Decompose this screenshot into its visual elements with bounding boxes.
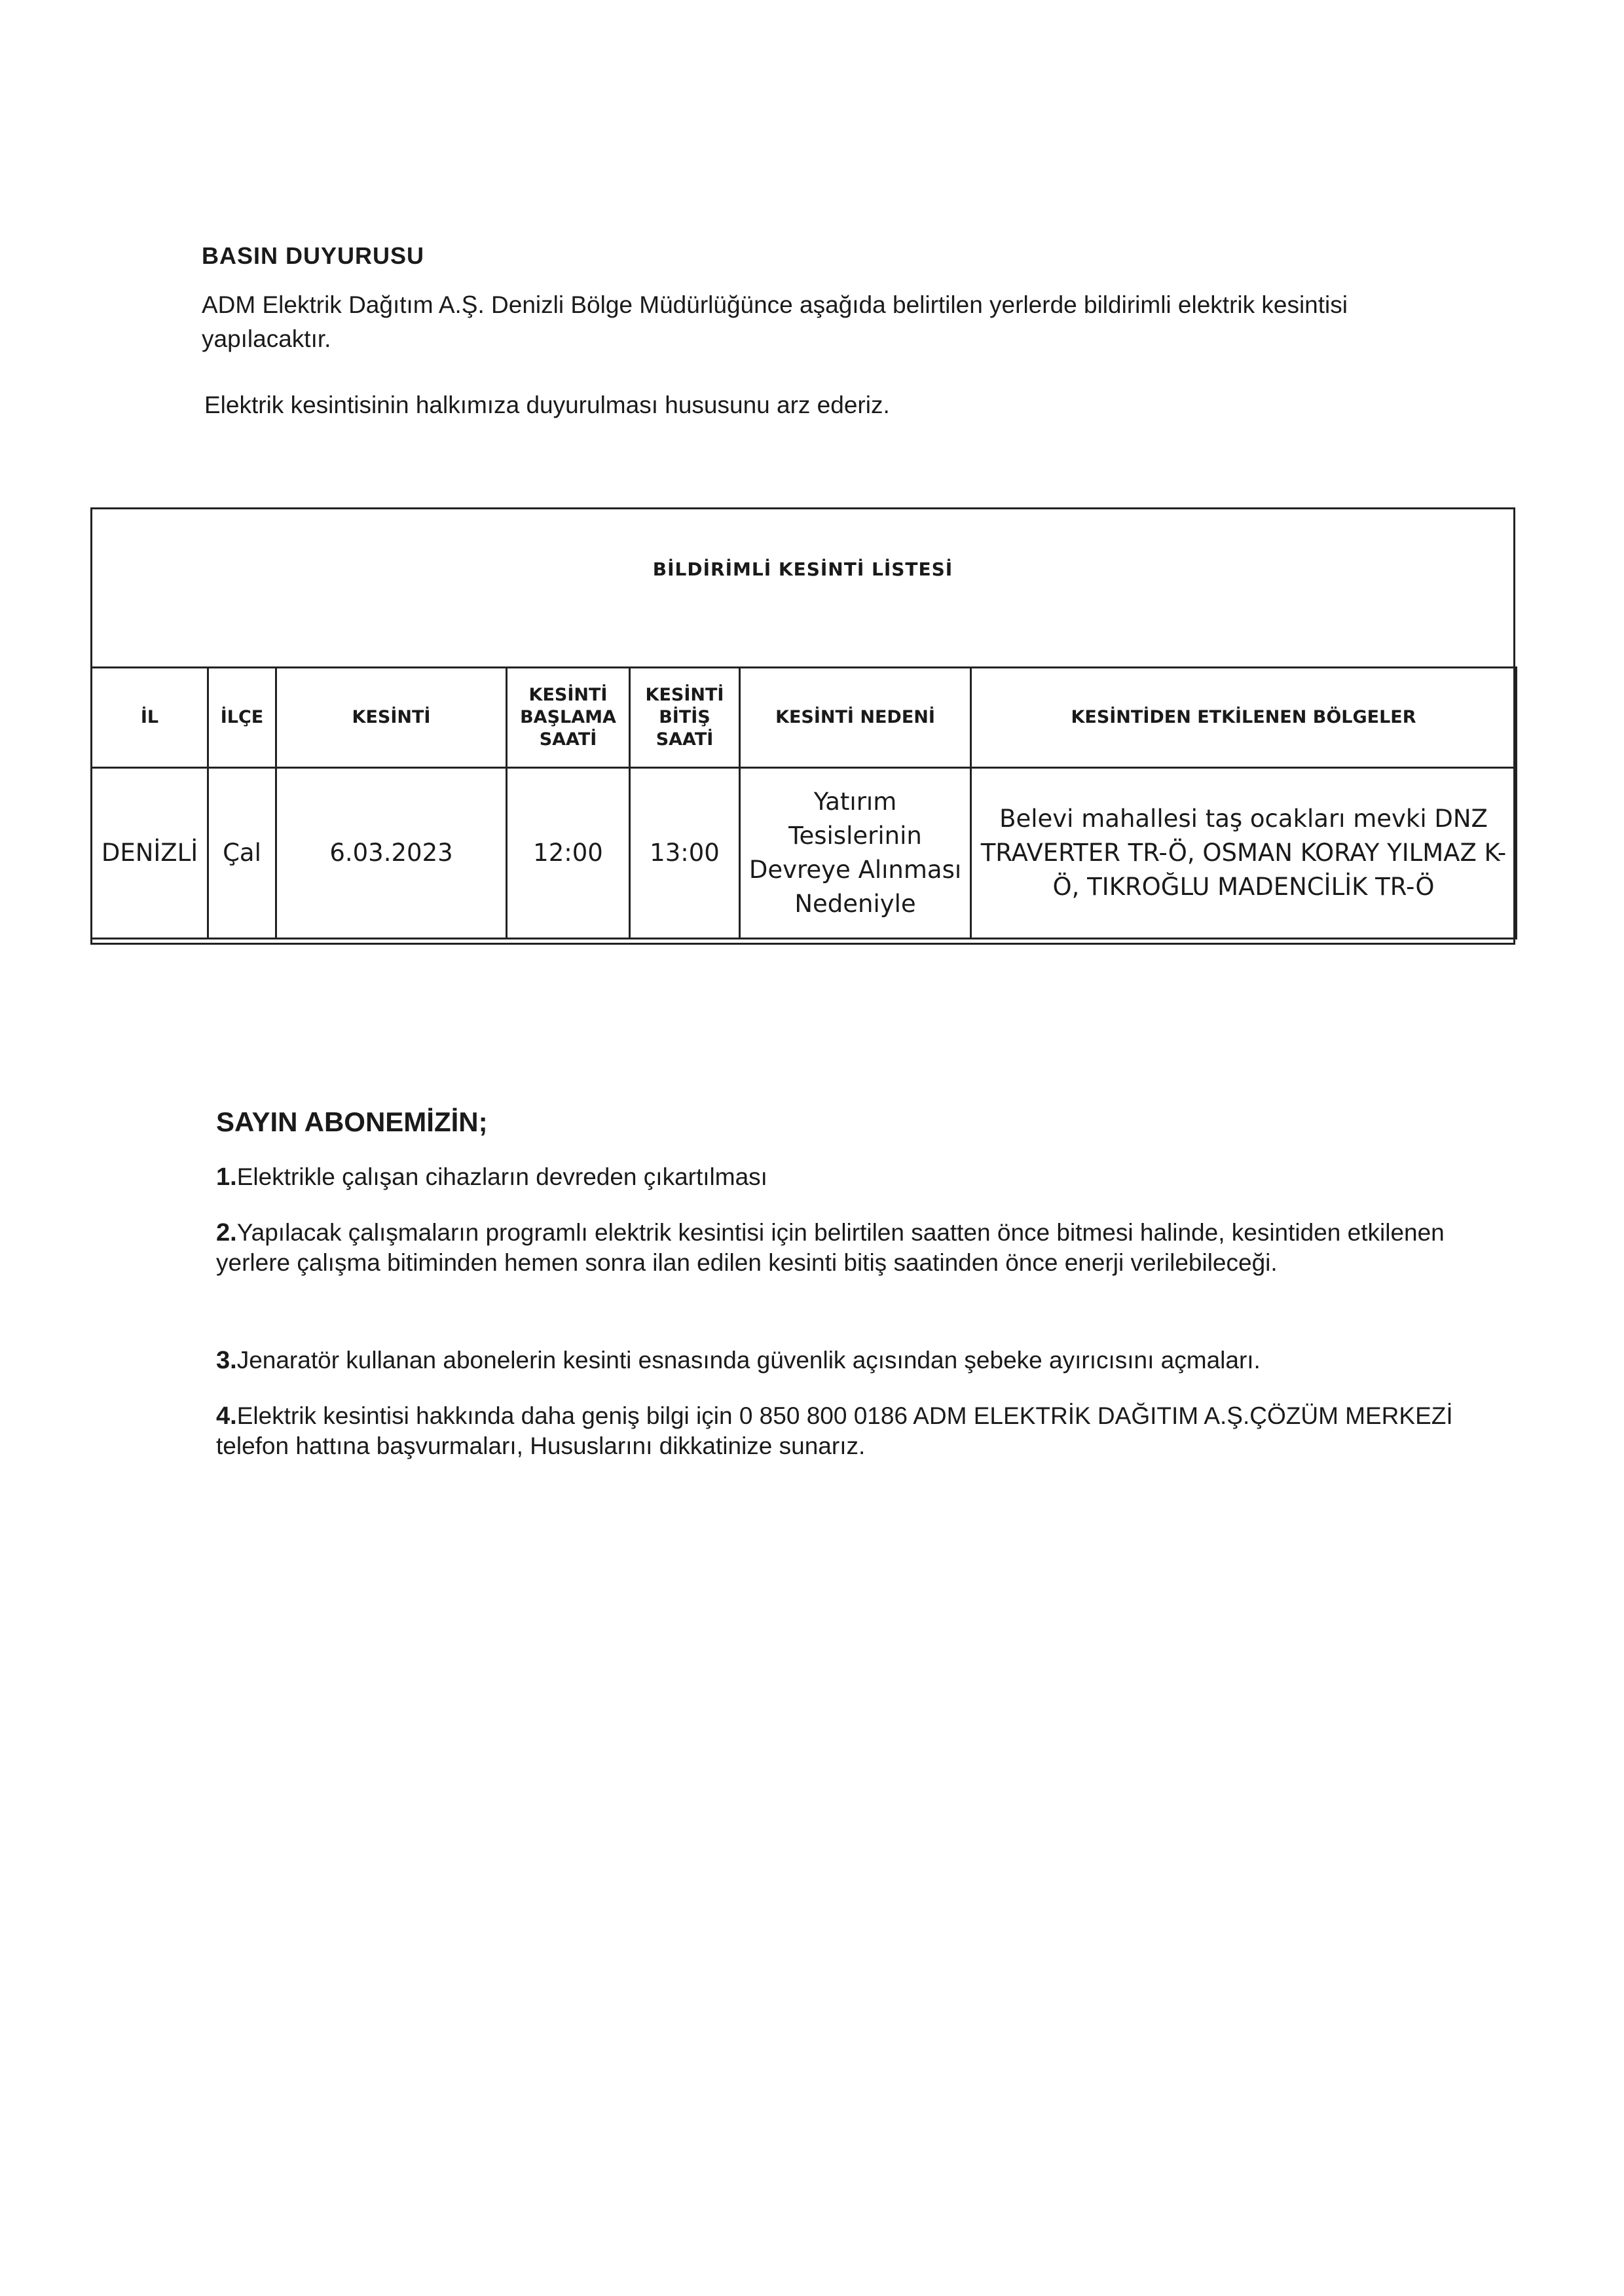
notice-item — [216, 1162, 1460, 1192]
cell-district: Çal — [208, 768, 276, 939]
item-text: Yapılacak çalışmaların programlı elektrik kesintisi için belirtilen saatten önce bitmesi halinde, kesintiden etkilenen yerlere çalışma bitiminden hemen sonra ilan edilen kesinti bitiş saatinden önce enerji verilebileceği. — [216, 1219, 1445, 1276]
item-number: 3. — [216, 1347, 237, 1374]
item-number: 2. — [216, 1219, 237, 1247]
table-row — [92, 768, 1517, 939]
outage-table — [90, 507, 1515, 945]
cell-reason: Yatırım Tesislerinin Devreye Alınması Nedeniyle — [740, 768, 971, 939]
notice-item — [216, 1218, 1460, 1278]
intro-paragraph-2: Elektrik kesintisinin halkımıza duyurulması hususunu arz ederiz. — [204, 392, 890, 418]
notice-item — [216, 1345, 1460, 1376]
column-header: KESİNTİ BAŞLAMA SAATİ — [507, 668, 630, 768]
column-header: İLÇE — [208, 668, 276, 768]
item-number: 4. — [216, 1402, 237, 1430]
notice-item — [216, 1401, 1460, 1461]
cell-start-time: 12:00 — [507, 768, 630, 939]
cell-end-time: 13:00 — [630, 768, 740, 939]
outage-grid — [90, 666, 1517, 939]
column-header: KESİNTİ BİTİŞ SAATİ — [630, 668, 740, 768]
cell-affected-areas: Belevi mahallesi taş ocakları mevki DNZ TRAVERTER TR-Ö, OSMAN KORAY YILMAZ K-Ö, TIKROĞLU MADENCİLİK TR-Ö — [971, 768, 1517, 939]
notice-title: SAYIN ABONEMİZİN; — [216, 1106, 488, 1137]
intro-paragraph: ADM Elektrik Dağıtım A.Ş. Denizli Bölge Müdürlüğünce aşağıda belirtilen yerlerde bildirimli elektrik kesintisi yapılacaktır. — [202, 291, 1348, 352]
item-text: Jenaratör kullanan abonelerin kesinti esnasında güvenlik açısından şebeke ayırıcısını açmaları. — [236, 1347, 1261, 1374]
item-text: Elektrikle çalışan cihazların devreden çıkartılması — [236, 1163, 767, 1190]
item-text: Elektrik kesintisi hakkında daha geniş bilgi için 0 850 800 0186 ADM ELEKTRİK DAĞITIM A.Ş.ÇÖZÜM MERKEZİ telefon hattına başvurmaları, Hususlarını dikkatinize sunarız. — [216, 1402, 1453, 1459]
column-header: KESİNTİ NEDENİ — [740, 668, 971, 768]
page-title: BASIN DUYURUSU — [202, 242, 425, 269]
cell-province: DENİZLİ — [92, 768, 208, 939]
table-header-row — [92, 668, 1517, 768]
column-header: İL — [92, 668, 208, 768]
table-title: BİLDİRİMLİ KESİNTİ LİSTESİ — [652, 558, 953, 580]
column-header: KESİNTİ — [276, 668, 507, 768]
cell-date: 6.03.2023 — [276, 768, 507, 939]
column-header: KESİNTİDEN ETKİLENEN BÖLGELER — [971, 668, 1517, 768]
item-number: 1. — [216, 1163, 237, 1191]
